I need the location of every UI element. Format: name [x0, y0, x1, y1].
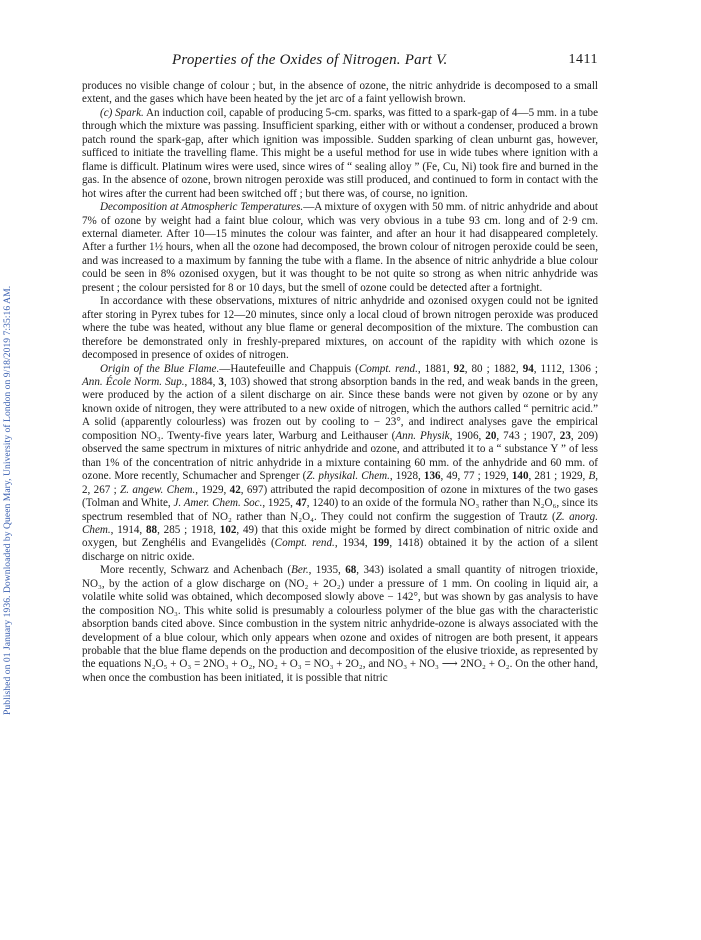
text-run: , 285 ; 1918,: [157, 523, 220, 536]
text-run: , 743 ; 1907,: [496, 429, 560, 442]
text-run: , 1914,: [110, 523, 146, 536]
text-run: More recently, Schwarz and Achenbach (: [100, 564, 292, 577]
paragraph-trioxide: [82, 564, 598, 685]
section-heading: Decomposition at Atmospheric Temperatures.: [100, 201, 304, 214]
text-run: , 1112, 1306 ;: [533, 362, 598, 375]
section-heading: (c) Spark.: [100, 106, 144, 119]
text-run: , 1884,: [184, 375, 219, 388]
paragraph: [82, 80, 598, 107]
volume: 136: [423, 470, 441, 483]
text-run: , 1928,: [389, 470, 424, 483]
volume: 199: [372, 537, 390, 550]
paragraph-text: In accordance with these observations, mixtures of nitric anhydride and ozonised oxygen could not be ignited after storing in Pyrex tubes for 12—20 minutes, since only a local cloud of brown nitrogen peroxide was produced where the tube was heated, without any blue flame or general decomposition of the mixture. The combustion can therefore be demonstrated only in freshly-prepared mixtures, on account of the rapidity with which ozone is decomposed in presence of oxides of nitrogen.: [82, 295, 598, 362]
text-run: , 281 ; 1929,: [528, 470, 589, 483]
volume: 140: [511, 470, 529, 483]
paragraph-text: produces no visible change of colour ; but, in the absence of ozone, the nitric anhydride is decomposed to a small extent, and the gases which have been heated by the jet arc of a faint yellowish brown.: [82, 80, 598, 106]
section-heading: Origin of the Blue Flame.: [100, 362, 220, 375]
text-run: , 1418) obtained it by the action of a silent discharge on nitric oxide.: [82, 537, 598, 563]
text-run: , 209) observed the same spectrum in mixtures of nitric anhydride and ozone, and attributed it to a “ substance Y ” of less than 1% of the concentration of nitric anhydride in a mixture containing 60 mm. of the anhydride and 60 mm. of ozone. More recently, Schumacher and Sprenger (: [82, 429, 598, 483]
volume: B: [588, 470, 596, 483]
page-number: 1411: [568, 52, 598, 67]
journal-ref: Compt. rend.: [358, 362, 418, 375]
article-body: [82, 80, 598, 685]
volume: 47: [295, 497, 307, 510]
text-run: , 1906,: [449, 429, 486, 442]
text-run: , 1925,: [262, 497, 296, 510]
journal-ref: Z. angew. Chem.: [120, 483, 196, 496]
download-watermark: Published on 01 January 1936. Downloaded by Queen Mary, University of London on 9/18/2019 7:35:16 AM.: [2, 285, 13, 715]
paragraph-spark: [82, 107, 598, 201]
volume: 23: [559, 429, 571, 442]
volume: 88: [146, 523, 158, 536]
text-run: , 49) that this oxide might be formed by direct combination of nitric oxide and oxygen, but Zenghélis and Evangelidès (: [82, 523, 599, 550]
text-run: , 49, 77 ; 1929,: [440, 470, 512, 483]
text-run: , 1240) to an oxide of the formula NO₃ rather than N₂O₆, since its spectrum resembled that of NO₂ rather than N₂O₄. They could not confirm the suggestion of Trautz (: [82, 497, 598, 523]
paragraph: [82, 295, 598, 362]
journal-ref: Compt. rend.: [274, 537, 335, 550]
text-run: , 1935,: [308, 564, 346, 577]
journal-ref: J. Amer. Chem. Soc.: [173, 497, 263, 510]
volume: 42: [229, 483, 241, 496]
text-run: , 1929,: [195, 483, 230, 496]
text-run: , 2, 267 ;: [82, 470, 598, 496]
volume: 3: [218, 375, 224, 388]
journal-ref: Ann. École Norm. Sup.: [82, 375, 185, 388]
running-title: Properties of the Oxides of Nitrogen. Part V.: [172, 52, 448, 68]
paragraph-blue-flame: [82, 363, 598, 565]
volume: 94: [522, 362, 534, 375]
volume: 102: [219, 523, 237, 536]
paragraph-text: —A mixture of oxygen with 50 mm. of nitric anhydride and about 7% of ozone by weight had a faint blue colour, which was very obvious in a tube 93 cm. long and of 2·9 cm. external diameter. After 10—15 minutes the colour was fainter, and after an hour it had disappeared completely. After a further 1½ hours, when all the ozone had decomposed, the brown colour of nitrogen peroxide could be seen, and was increased to a maximum by fanning the tube with a flame. In the absence of nitric anhydride a blue colour could be seen in 8% ozonised oxygen, but it was thought to be not quite so strong as when nitric anhydride was present ; the colour persisted for 8 or 10 days, but the smell of ozone could be detected after a fortnight.: [82, 201, 598, 294]
text-run: —Hautefeuille and Chappuis (: [219, 362, 359, 375]
text-run: , 80 ; 1882,: [464, 362, 523, 375]
text-run: , 697) attributed the rapid decomposition of ozone in mixtures of the two gases (Tolman and White,: [82, 483, 598, 510]
volume: 20: [485, 429, 497, 442]
text-run: , 343) isolated a small quantity of nitrogen trioxide, NO₃, by the action of a glow discharge on (NO₂ + 2O₂) under a pressure of 1 mm. On cooling in liquid air, a volatile white solid was obtained, which decomposed slowly above − 142°, but was shown by gas analysis to have the composition NO₃. This white solid is presumably a colourless polymer of the blue gas with the characteristic absorption bands cited above. Since combustion in the system nitric anhydride-ozone is always associated with the development of a blue colour, which only appears when ozone and oxides of nitrogen are both present, it appears probable that the blue flame depends on the production and decomposition of the elusive trioxide, as represented by the equations N₂O₅ + O₃ = 2NO₃ + O₂, NO₂ + O₃ = NO₃ + 2O₂, and NO₃ + NO₃ ⟶ 2NO₂ + O₂. On the other hand, when once the combustion has been initiated, it is possible that nitric: [82, 564, 598, 684]
paragraph-text: An induction coil, capable of producing 5-cm. sparks, was fitted to a spark-gap of 4—5 mm. in a tube through which the mixture was passing. Insufficient sparking, either with or without a condenser, produced a brown patch round the spark-gap, after which ignition was impossible. Sudden sparking of clean unburnt gas, however, sufficed to initiate the travelling flame. This might be a useful method for use in wide tubes where ignition with a flame is difficult. Platinum wires were used, since wires of “ sealing alloy ” (Fe, Cu, Ni) took fire and burned in the gas. In the absence of ozone, brown nitrogen peroxide was still produced, and continued to form in contact with the hot wires after the current had been switched off ; but there was, of course, no ignition.: [82, 106, 598, 200]
volume: 68: [345, 564, 357, 577]
page-header: [82, 52, 598, 74]
text-run: , 103) showed that strong absorption bands in the red, and weak bands in the green, were produced by the action of a silent discharge on air. Since these bands were not given by ozone or by any known oxide of nitrogen, they were attributed to a new oxide of nitrogen, which the authors called “ pernitric acid.” A solid (apparently colourless) was frozen out by cooling to − 23°, and indirect analyses gave the empirical composition NO₃. Twenty-five years later, Warburg and Leithauser (: [82, 375, 598, 442]
text-run: , 1934,: [334, 537, 373, 550]
journal-ref: Z. anorg. Chem.: [82, 510, 598, 536]
paragraph-decomposition: [82, 201, 598, 295]
journal-ref: Ann. Physik: [395, 429, 450, 442]
journal-ref: Ber.: [291, 564, 309, 577]
volume: 92: [453, 362, 465, 375]
journal-ref: Z. physikal. Chem.: [306, 470, 390, 483]
text-run: , 1881,: [417, 362, 454, 375]
